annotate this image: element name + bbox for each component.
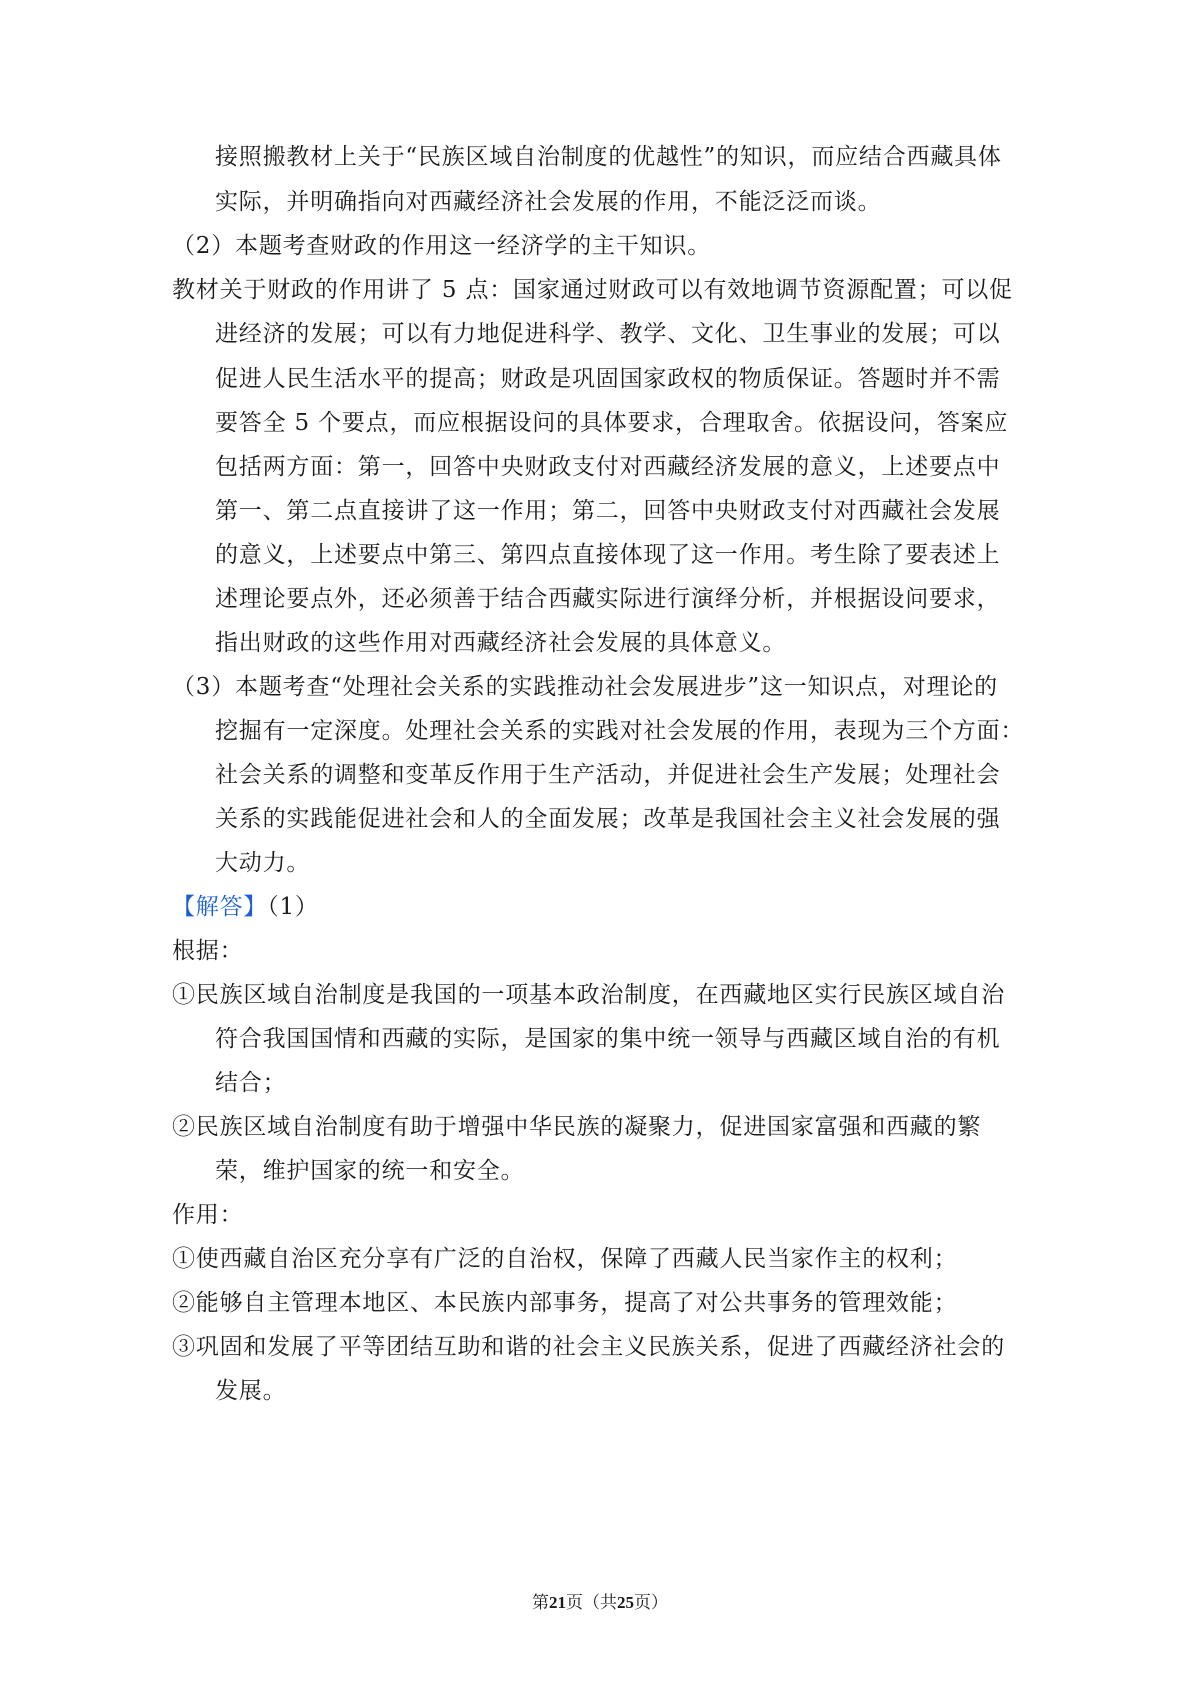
q3-line: 大动力。 [215, 850, 311, 876]
q3-line: （3）本题考查“处理社会关系的实践推动社会发展进步”这一知识点，对理论的 [172, 674, 998, 700]
footer-prefix: 第 [532, 1593, 549, 1613]
q2-heading: （2）本题考查财政的作用这一经济学的主干知识。 [172, 233, 712, 259]
effect-item-line: ③巩固和发展了平等团结互助和谐的社会主义民族关系，促进了西藏经济社会的 [172, 1334, 1005, 1360]
q2-line: 的意义，上述要点中第三、第四点直接体现了这一作用。考生除了要表述上 [215, 542, 1001, 568]
footer-suffix: 页） [634, 1593, 668, 1613]
q3-line: 关系的实践能促进社会和人的全面发展；改革是我国社会主义社会发展的强 [215, 806, 1001, 832]
intro-line-1: 接照搬教材上关于“民族区域自治制度的优越性”的知识，而应结合西藏具体 [215, 144, 1002, 170]
basis-item-line: 荣，维护国家的统一和安全。 [215, 1158, 525, 1184]
q2-line: 述理论要点外，还必须善于结合西藏实际进行演绎分析，并根据设问要求， [215, 586, 1001, 612]
q3-line: 社会关系的调整和变革反作用于生产活动，并促进社会生产发展；处理社会 [215, 762, 1001, 788]
basis-item-line: ①民族区域自治制度是我国的一项基本政治制度，在西藏地区实行民族区域自治 [172, 982, 1005, 1008]
intro-line-2: 实际，并明确指向对西藏经济社会发展的作用，不能泛泛而谈。 [215, 189, 882, 215]
footer-total-pages: 25 [617, 1593, 634, 1612]
q2-line: 第一、第二点直接讲了这一作用；第二，回答中央财政支付对西藏社会发展 [215, 498, 1001, 524]
page-footer [0, 1592, 1200, 1614]
q3-line: 挖掘有一定深度。处理社会关系的实践对社会发展的作用，表现为三个方面： [215, 718, 1025, 744]
effect-label: 作用： [172, 1202, 244, 1228]
basis-item-line: ②民族区域自治制度有助于增强中华民族的凝聚力，促进国家富强和西藏的繁 [172, 1114, 982, 1140]
basis-item-line: 符合我国国情和西藏的实际，是国家的集中统一领导与西藏区域自治的有机 [215, 1026, 1001, 1052]
answer-label: 【解答】 [172, 894, 268, 920]
q2-line: 教材关于财政的作用讲了 5 点：国家通过财政可以有效地调节资源配置；可以促 [172, 277, 1013, 303]
q2-line: 指出财政的这些作用对西藏经济社会发展的具体意义。 [215, 630, 787, 656]
q2-line: 促进人民生活水平的提高；财政是巩固国家政权的物质保证。答题时并不需 [215, 366, 1001, 392]
q2-line: 进经济的发展；可以有力地促进科学、教学、文化、卫生事业的发展；可以 [215, 321, 1001, 347]
basis-item-line: 结合； [215, 1070, 287, 1096]
q2-line: 包括两方面：第一，回答中央财政支付对西藏经济发展的意义，上述要点中 [215, 454, 1001, 480]
footer-page-number: 21 [549, 1593, 566, 1612]
q2-line: 要答全 5 个要点，而应根据设问的具体要求，合理取舍。依据设问，答案应 [215, 410, 1009, 436]
answer-part: （1） [267, 894, 319, 920]
basis-label: 根据： [172, 938, 244, 964]
effect-item-line: ②能够自主管理本地区、本民族内部事务，提高了对公共事务的管理效能； [172, 1290, 958, 1316]
answer-heading [172, 892, 319, 922]
footer-middle: 页（共 [566, 1593, 617, 1613]
effect-item-line: 发展。 [215, 1378, 287, 1404]
effect-item-line: ①使西藏自治区充分享有广泛的自治权，保障了西藏人民当家作主的权利； [172, 1246, 958, 1272]
